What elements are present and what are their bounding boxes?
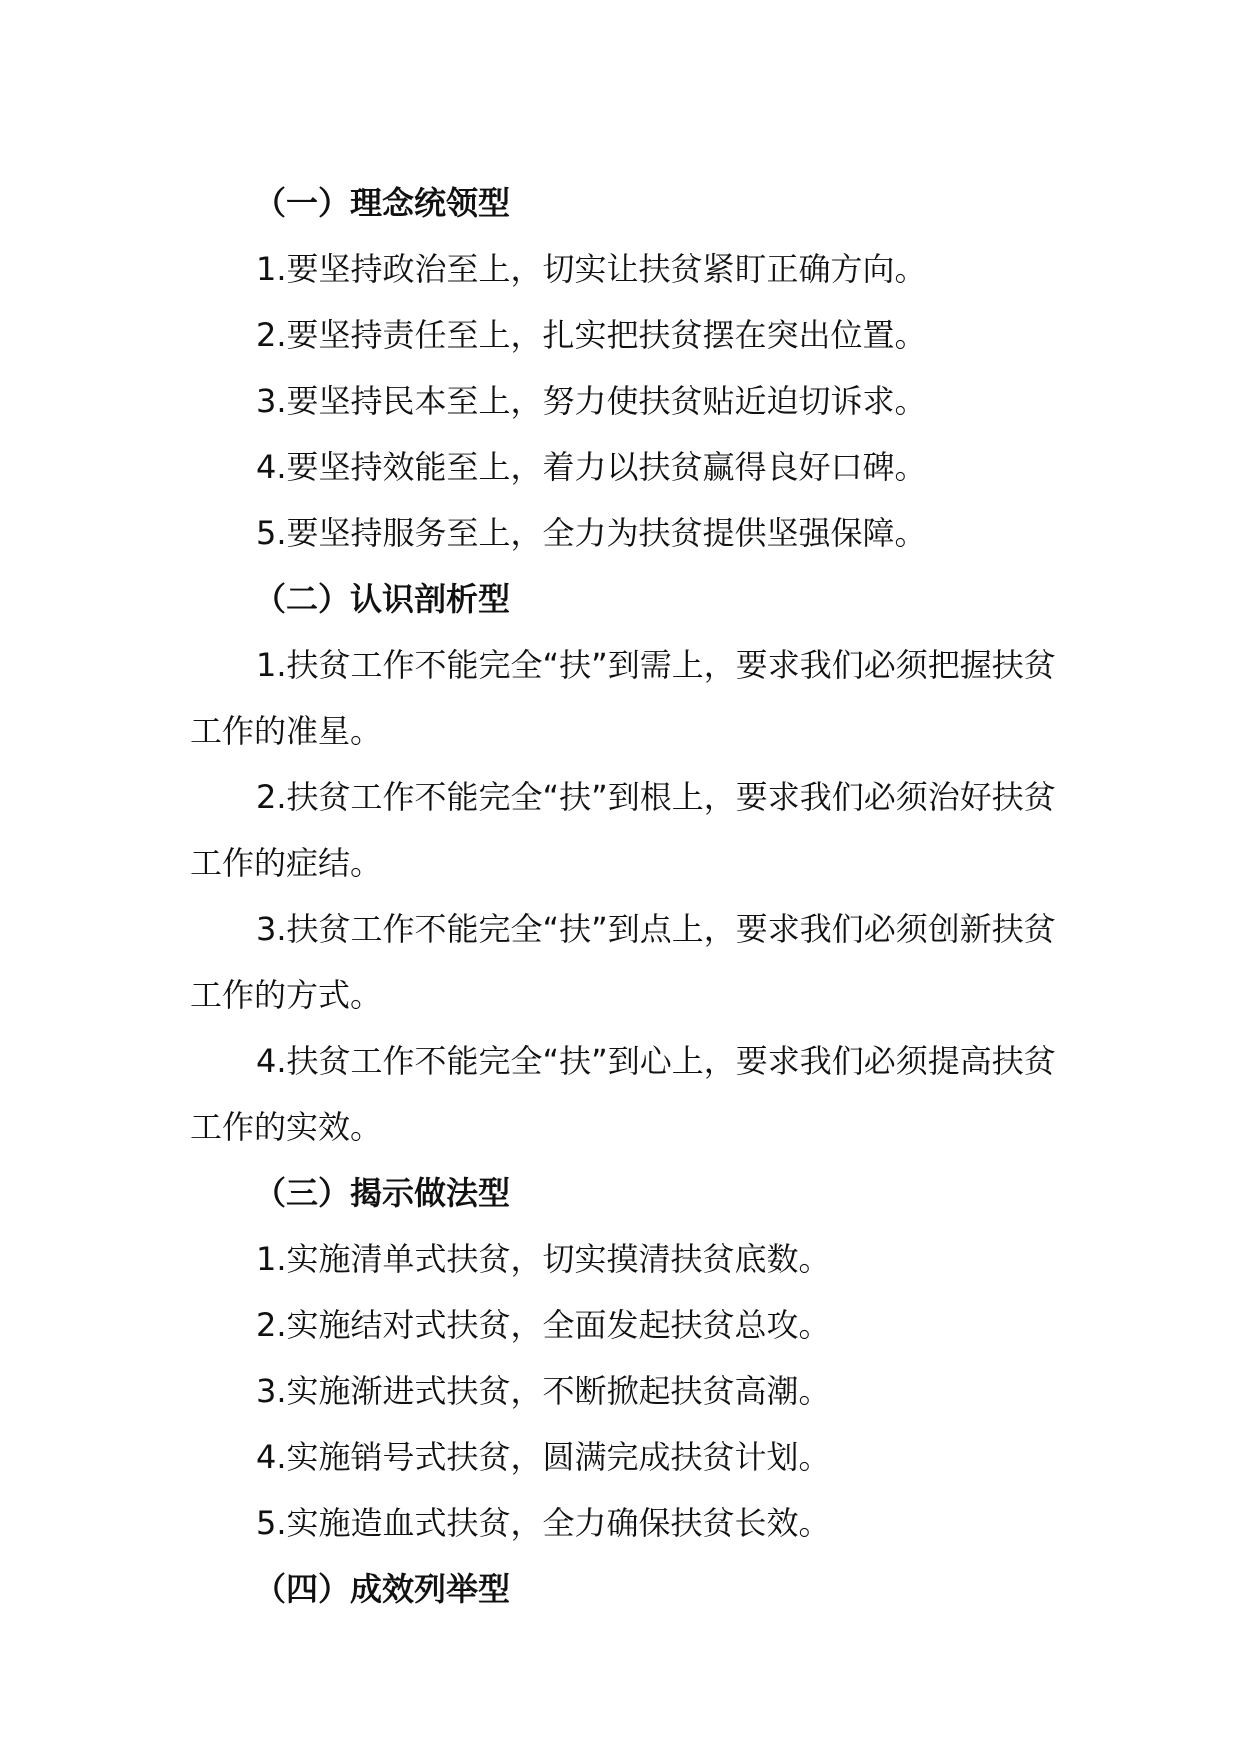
list-item: 1.要坚持政治至上，切实让扶贫紧盯正确方向。 <box>256 250 927 288</box>
list-item: 3.扶贫工作不能完全“扶”到点上，要求我们必须创新扶贫工作的方式。 <box>190 910 1056 1014</box>
section-heading: （一）理念统领型 <box>254 184 511 222</box>
section-1 <box>190 170 1060 566</box>
list-item: 2.实施结对式扶贫，全面发起扶贫总攻。 <box>256 1306 831 1344</box>
list-item: 4.实施销号式扶贫，圆满完成扶贫计划。 <box>256 1438 831 1476</box>
document-body <box>190 170 1060 1622</box>
list-item: 5.要坚持服务至上，全力为扶贫提供坚强保障。 <box>256 514 927 552</box>
section-2 <box>190 566 1060 1160</box>
list-item: 2.要坚持责任至上，扎实把扶贫摆在突出位置。 <box>256 316 927 354</box>
section-heading: （四）成效列举型 <box>254 1570 511 1608</box>
list-item: 4.要坚持效能至上，着力以扶贫赢得良好口碑。 <box>256 448 927 486</box>
section-heading: （三）揭示做法型 <box>254 1174 511 1212</box>
list-item: 5.实施造血式扶贫，全力确保扶贫长效。 <box>256 1504 831 1542</box>
list-item: 2.扶贫工作不能完全“扶”到根上，要求我们必须治好扶贫工作的症结。 <box>190 778 1056 882</box>
list-item: 3.实施渐进式扶贫，不断掀起扶贫高潮。 <box>256 1372 831 1410</box>
section-4 <box>190 1556 1060 1622</box>
section-3 <box>190 1160 1060 1556</box>
list-item: 4.扶贫工作不能完全“扶”到心上，要求我们必须提高扶贫工作的实效。 <box>190 1042 1056 1146</box>
section-heading: （二）认识剖析型 <box>254 580 511 618</box>
list-item: 1.实施清单式扶贫，切实摸清扶贫底数。 <box>256 1240 831 1278</box>
list-item: 1.扶贫工作不能完全“扶”到需上，要求我们必须把握扶贫工作的准星。 <box>190 646 1056 750</box>
list-item: 3.要坚持民本至上，努力使扶贫贴近迫切诉求。 <box>256 382 927 420</box>
